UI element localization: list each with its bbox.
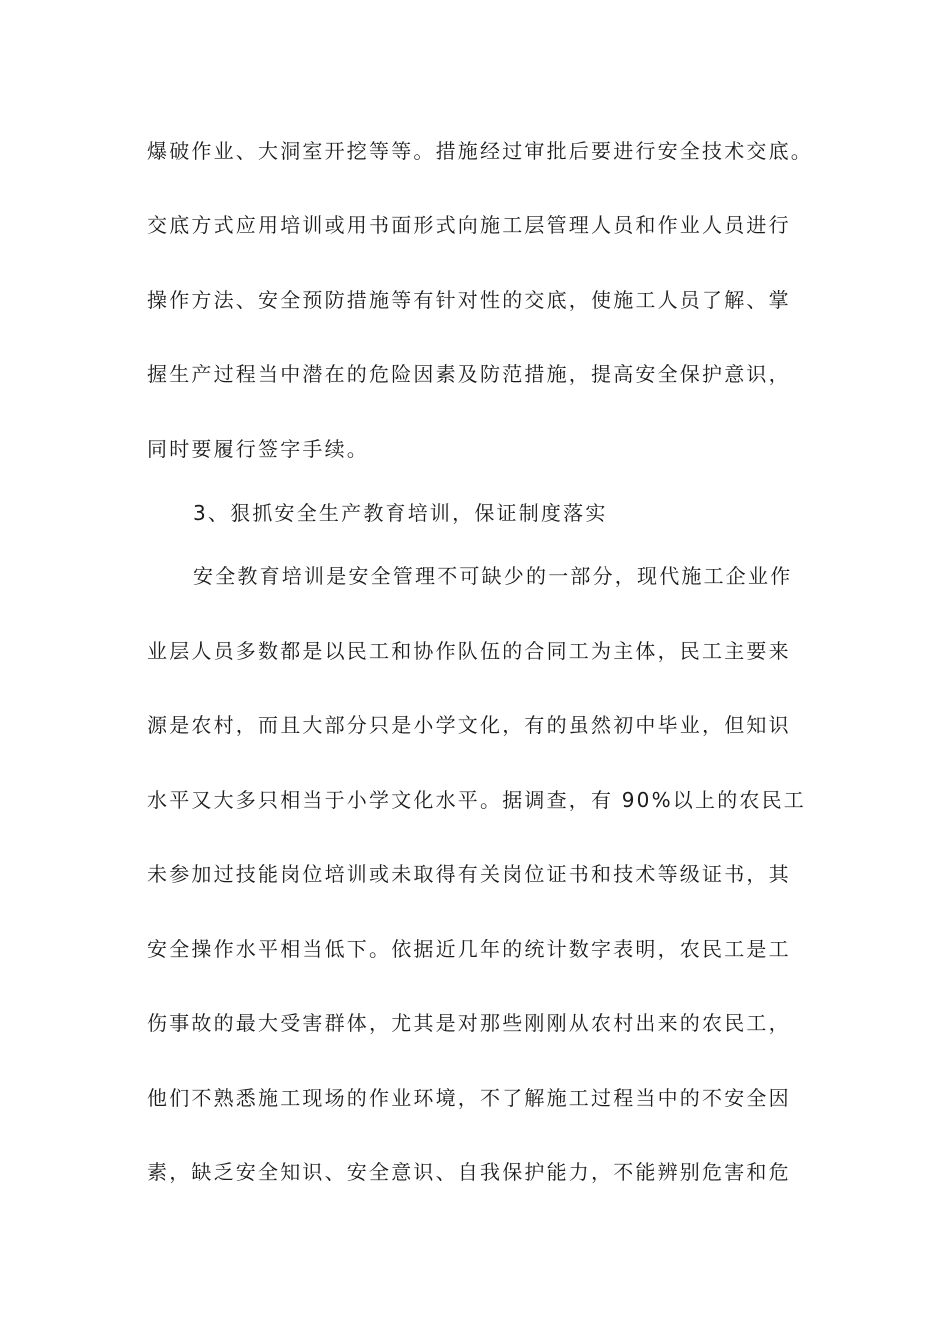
text-line: 握生产过程当中潜在的危险因素及防范措施，提高安全保护意识， <box>147 362 791 386</box>
text-line: 素，缺乏安全知识、安全意识、自我保护能力，不能辨别危害和危 <box>147 1160 791 1184</box>
text-line: 安全教育培训是安全管理不可缺少的一部分，现代施工企业作 <box>193 564 793 588</box>
text-line: 他们不熟悉施工现场的作业环境，不了解施工过程当中的不安全因 <box>147 1086 791 1110</box>
text-line: 安全操作水平相当低下。依据近几年的统计数字表明，农民工是工 <box>147 937 791 961</box>
text-line: 业层人员多数都是以民工和协作队伍的合同工为主体，民工主要来 <box>147 639 791 663</box>
text-line: 水平又大多只相当于小学文化水平。据调查，有 90%以上的农民工 <box>147 788 807 812</box>
text-line: 源是农村，而且大部分只是小学文化，有的虽然初中毕业，但知识 <box>147 713 791 737</box>
section-heading: 3、狠抓安全生产教育培训，保证制度落实 <box>193 501 608 525</box>
text-line: 伤事故的最大受害群体，尤其是对那些刚刚从农村出来的农民工， <box>147 1011 791 1035</box>
text-line: 同时要履行签字手续。 <box>147 437 369 461</box>
text-line: 爆破作业、大洞室开挖等等。措施经过审批后要进行安全技术交底。 <box>147 139 813 163</box>
text-line: 未参加过技能岗位培训或未取得有关岗位证书和技术等级证书，其 <box>147 862 791 886</box>
text-line: 操作方法、安全预防措施等有针对性的交底，使施工人员了解、掌 <box>147 288 791 312</box>
text-line: 交底方式应用培训或用书面形式向施工层管理人员和作业人员进行 <box>147 213 791 237</box>
